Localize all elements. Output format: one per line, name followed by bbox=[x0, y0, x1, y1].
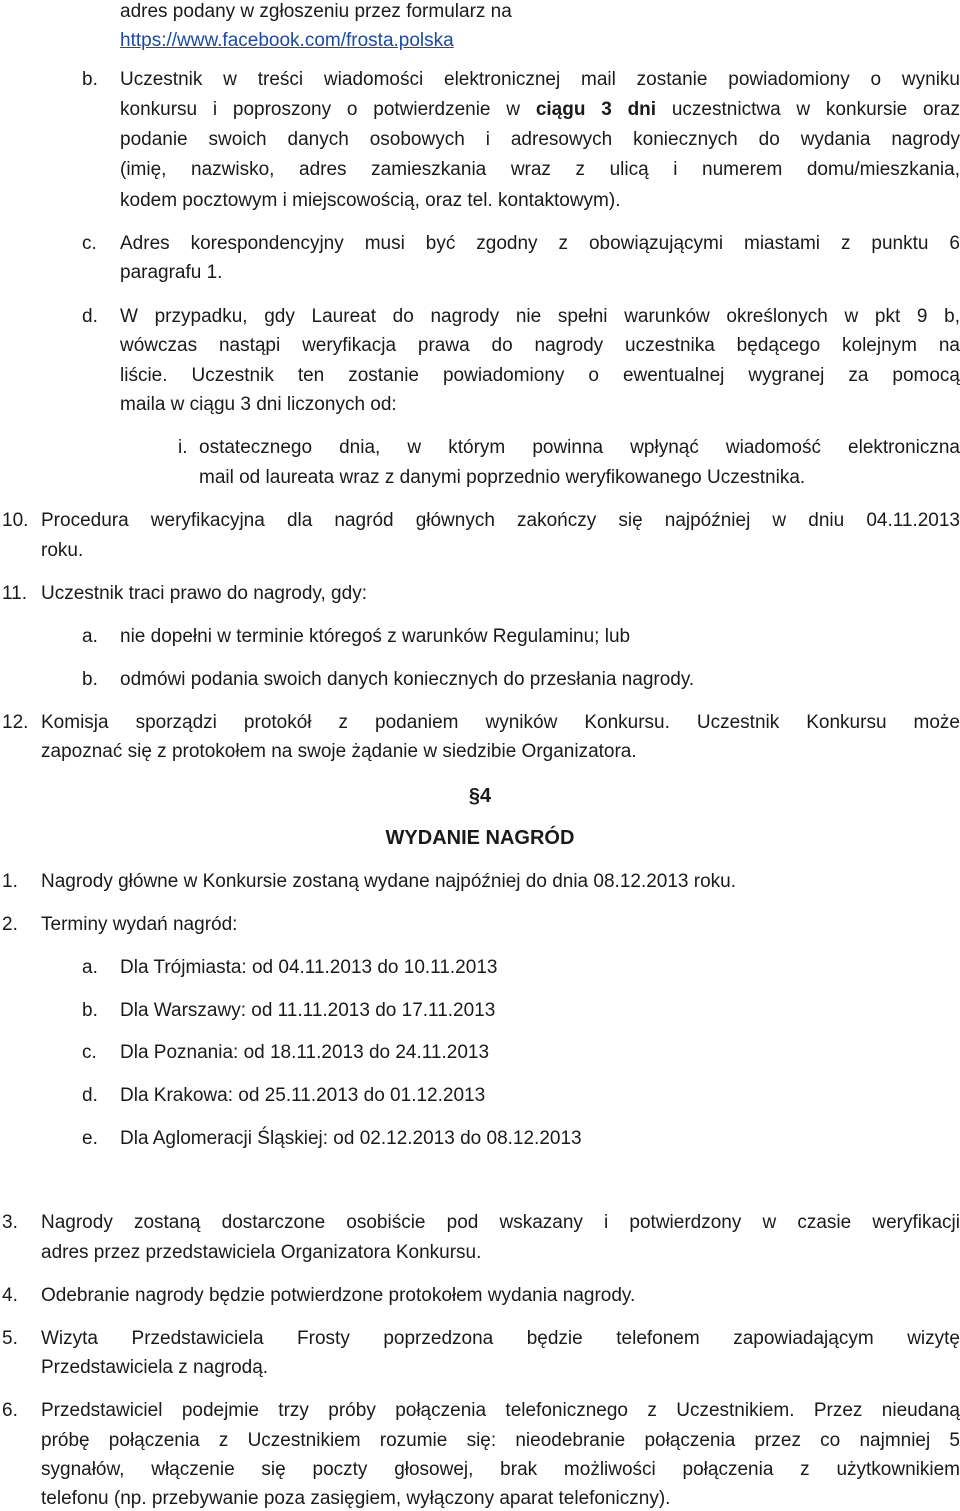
point-11-text: Uczestnik traci prawo do nagrody, gdy: bbox=[41, 583, 367, 604]
point-11-a-label: a. bbox=[82, 626, 98, 647]
section-item-6-line-1: Przedstawiciel podejmie trzy próby połączenia telefonicznego z Uczestnikiem. Przez nieudaną bbox=[41, 1400, 960, 1421]
item-d-label: d. bbox=[82, 306, 98, 327]
point-11-a-text: nie dopełni w terminie któregoś z warunków Regulaminu; lub bbox=[120, 626, 631, 647]
item-d-sub-label: i. bbox=[178, 437, 188, 458]
intro-text: adres podany w zgłoszeniu przez formularz na bbox=[120, 1, 512, 22]
term-b-text: Dla Warszawy: od 11.11.2013 do 17.11.2013 bbox=[120, 1000, 496, 1021]
section-item-3-line-1: Nagrody zostaną dostarczone osobiście pod wskazany i potwierdzony w czasie weryfikacji bbox=[41, 1212, 960, 1233]
section-item-5-line-2: Przedstawiciela z nagrodą. bbox=[41, 1357, 269, 1378]
term-a-label: a. bbox=[82, 957, 98, 978]
item-c-line-1: Adres korespondencyjny musi być zgodny z obowiązującymi miastami z punktu 6 bbox=[120, 233, 960, 254]
term-e-label: e. bbox=[82, 1128, 98, 1149]
section-item-4-label: 4. bbox=[2, 1285, 18, 1306]
section-item-6-line-2: próbę połączenia z Uczestnikiem rozumie się: nieodebranie połączenia przez co najmniej 5 bbox=[41, 1430, 960, 1451]
section-item-1-text: Nagrody główne w Konkursie zostaną wydane najpóźniej do dnia 08.12.2013 roku. bbox=[41, 871, 737, 892]
point-11-b-text: odmówi podania swoich danych koniecznych do przesłania nagrody. bbox=[120, 669, 695, 690]
point-12-line-2: zapoznać się z protokołem na swoje żądanie w siedzibie Organizatora. bbox=[41, 741, 637, 762]
item-d-line-3: liście. Uczestnik ten zostanie powiadomiony o ewentualnej wygranej za pomocą bbox=[120, 365, 960, 386]
item-b-line-1: Uczestnik w treści wiadomości elektronicznej mail zostanie powiadomiony o wyniku bbox=[120, 69, 960, 90]
point-11-label: 11. bbox=[2, 583, 28, 604]
section-item-6-line-3: sygnałów, włączenie się poczty głosowej, brak możliwości połączenia z użytkownikiem bbox=[41, 1459, 960, 1480]
term-c-text: Dla Poznania: od 18.11.2013 do 24.11.2013 bbox=[120, 1042, 490, 1063]
section-item-2-text: Terminy wydań nagród: bbox=[41, 914, 238, 935]
point-10-line-1: Procedura weryfikacyjna dla nagród głównych zakończy się najpóźniej w dniu 04.11.2013 bbox=[41, 510, 960, 531]
facebook-link[interactable]: https://www.facebook.com/frosta.polska bbox=[120, 30, 454, 51]
section-item-5-line-1: Wizyta Przedstawiciela Frosty poprzedzona będzie telefonem zapowiadającym wizytę bbox=[41, 1328, 960, 1349]
term-a-text: Dla Trójmiasta: od 04.11.2013 do 10.11.2013 bbox=[120, 957, 498, 978]
term-b-label: b. bbox=[82, 1000, 98, 1021]
section-item-6-label: 6. bbox=[2, 1400, 18, 1421]
section-item-4-text: Odebranie nagrody będzie potwierdzone protokołem wydania nagrody. bbox=[41, 1285, 636, 1306]
term-e-text: Dla Aglomeracji Śląskiej: od 02.12.2013 do 08.12.2013 bbox=[120, 1128, 582, 1149]
item-d-sub-line-2: mail od laureata wraz z danymi poprzednio weryfikowanego Uczestnika. bbox=[199, 467, 806, 488]
point-12-line-1: Komisja sporządzi protokół z podaniem wyników Konkursu. Uczestnik Konkursu może bbox=[41, 712, 960, 733]
section-symbol: §4 bbox=[468, 785, 492, 807]
term-d-text: Dla Krakowa: od 25.11.2013 do 01.12.2013 bbox=[120, 1085, 486, 1106]
term-d-label: d. bbox=[82, 1085, 98, 1106]
item-c-line-2: paragrafu 1. bbox=[120, 262, 223, 283]
term-c-label: c. bbox=[82, 1042, 97, 1063]
section-item-3-line-2: adres przez przedstawiciela Organizatora Konkursu. bbox=[41, 1242, 482, 1263]
section-item-2-label: 2. bbox=[2, 914, 18, 935]
section-item-1-label: 1. bbox=[2, 871, 18, 892]
item-b-line-2: konkursu i poproszony o potwierdzenie w ciągu 3 dni uczestnictwa w konkursie oraz bbox=[120, 99, 960, 120]
item-c-label: c. bbox=[82, 233, 97, 254]
item-d-sub-line-1: ostatecznego dnia, w którym powinna wpłynąć wiadomość elektroniczna bbox=[199, 437, 960, 458]
section-item-3-label: 3. bbox=[2, 1212, 18, 1233]
point-12-label: 12. bbox=[2, 712, 29, 733]
section-item-5-label: 5. bbox=[2, 1328, 18, 1349]
point-10-label: 10. bbox=[2, 510, 29, 531]
point-10-line-2: roku. bbox=[41, 540, 84, 561]
point-11-b-label: b. bbox=[82, 669, 98, 690]
item-b-line-5: kodem pocztowym i miejscowością, oraz tel. kontaktowym). bbox=[120, 190, 621, 211]
item-d-line-1: W przypadku, gdy Laureat do nagrody nie spełni warunków określonych w pkt 9 b, bbox=[120, 306, 960, 327]
section-title: WYDANIE NAGRÓD bbox=[385, 827, 575, 849]
section-item-6-line-4: telefonu (np. przebywanie poza zasięgiem, wyłączony aparat telefoniczny). bbox=[41, 1488, 671, 1509]
item-d-line-4: maila w ciągu 3 dni liczonych od: bbox=[120, 394, 397, 415]
item-b-line-3: podanie swoich danych osobowych i adresowych koniecznych do wydania nagrody bbox=[120, 129, 960, 150]
item-b-label: b. bbox=[82, 69, 98, 90]
item-b-line-4: (imię, nazwisko, adres zamieszkania wraz z ulicą i numerem domu/mieszkania, bbox=[120, 159, 960, 180]
item-d-line-2: wówczas nastąpi weryfikacja prawa do nagrody uczestnika będącego kolejnym na bbox=[120, 335, 960, 356]
